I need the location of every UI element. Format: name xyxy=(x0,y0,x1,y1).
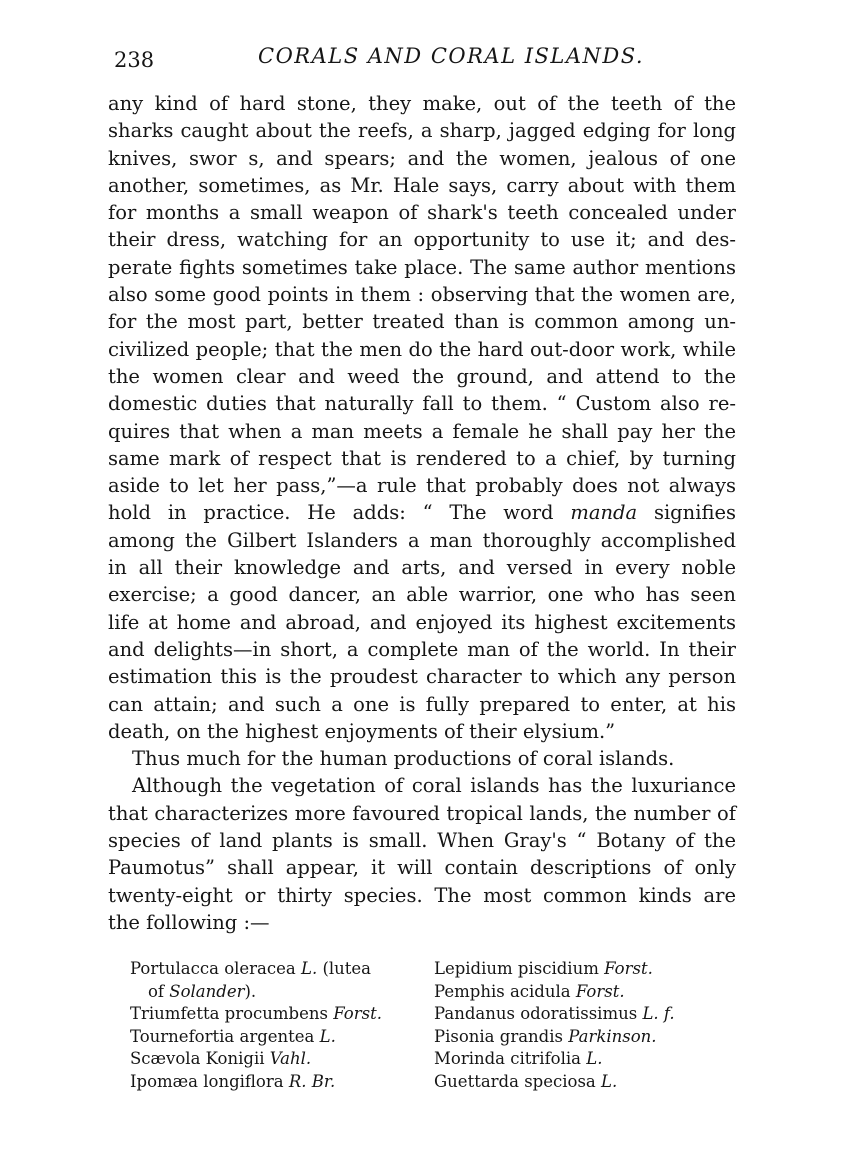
text-line: exercise; a good dancer, an able warrior, one who has seen xyxy=(108,583,736,607)
plant-entry xyxy=(434,1071,675,1094)
text-line: another, sometimes, as Mr. Hale says, carry about with them xyxy=(108,173,736,197)
plant-entry xyxy=(130,1071,382,1094)
text-line: for the most part, better treated than is common among un- xyxy=(108,310,736,334)
text-line: also some good points in them : observing that the women are, xyxy=(108,283,736,307)
plant-author: L. f. xyxy=(642,1004,675,1024)
plant-author: Solander xyxy=(169,981,245,1001)
plant-name: Tournefortia argentea xyxy=(130,1026,315,1046)
plant-entry xyxy=(434,981,675,1004)
text-segment: hold in practice. He adds: “ The word xyxy=(108,501,554,525)
text-line: civilized people; that the men do the hard out-door work, while xyxy=(108,337,736,361)
page-number: 238 xyxy=(114,48,155,72)
text-line: same mark of respect that is rendered to a chief, by turning xyxy=(108,446,736,470)
plant-name: Triumfetta procumbens xyxy=(130,1004,328,1024)
plant-author: R. Br. xyxy=(288,1071,336,1091)
text-line: Although the vegetation of coral islands has the luxuriance xyxy=(132,774,736,798)
plant-name: Morinda citrifolia xyxy=(434,1049,582,1069)
text-line: Paumotus” shall appear, it will contain descriptions of only xyxy=(108,856,736,880)
text-line: the following :— xyxy=(108,910,270,934)
plant-name: Guettarda speciosa xyxy=(434,1071,596,1091)
plant-author: Forst. xyxy=(333,1004,382,1024)
plant-note: ). xyxy=(244,981,257,1001)
plant-author: Vahl. xyxy=(269,1049,312,1069)
plant-author: L. xyxy=(319,1026,336,1046)
plant-author: Forst. xyxy=(604,959,653,978)
text-line: perate fights sometimes take place. The same author mentions xyxy=(108,255,736,279)
text-line: estimation this is the proudest character to which any person xyxy=(108,665,736,689)
plant-entry xyxy=(434,1048,675,1071)
body-text xyxy=(108,90,736,936)
plant-entry xyxy=(434,958,675,981)
text-line: knives, swor s, and spears; and the women, jealous of one xyxy=(108,146,736,170)
plant-name: Pandanus odoratissimus xyxy=(434,1004,638,1024)
plant-entry xyxy=(130,1048,382,1071)
text-line: can attain; and such a one is fully prepared to enter, at his xyxy=(108,692,736,716)
plant-entry xyxy=(130,1003,382,1026)
text-line: the women clear and weed the ground, and attend to the xyxy=(108,364,736,388)
plant-list-right xyxy=(434,958,675,1094)
text-line: quires that when a man meets a female he shall pay her the xyxy=(108,419,736,443)
plant-name: Pemphis acidula xyxy=(434,981,571,1001)
plant-list-left xyxy=(130,958,382,1094)
plant-name: Scævola Konigii xyxy=(130,1049,265,1069)
text-segment: signifies xyxy=(653,501,737,525)
plant-name: of xyxy=(148,981,165,1001)
text-line: and delights—in short, a complete man of the world. In their xyxy=(108,637,736,661)
text-line: species of land plants is small. When Gray's “ Botany of the xyxy=(108,829,736,853)
text-line: Thus much for the human productions of coral islands. xyxy=(132,747,675,771)
text-line: aside to let her pass,”—a rule that probably does not always xyxy=(108,474,736,498)
plant-author: L. xyxy=(300,959,318,978)
plant-entry xyxy=(434,1003,675,1026)
plant-author: Parkinson. xyxy=(568,1026,657,1046)
plant-name: Portulacca oleracea xyxy=(130,959,296,978)
plant-name: Ipomæa longiflora xyxy=(130,1071,284,1091)
text-line: among the Gilbert Islanders a man thoroughly accomplished xyxy=(108,528,736,552)
plant-entry xyxy=(130,981,382,1004)
text-line: any kind of hard stone, they make, out of the teeth of the xyxy=(108,92,736,115)
plant-name: Lepidium piscidium xyxy=(434,959,599,978)
text-line: for months a small weapon of shark's teeth concealed under xyxy=(108,201,736,225)
text-line: that characterizes more favoured tropical lands, the number of xyxy=(108,801,736,825)
plant-author: L. xyxy=(601,1071,618,1091)
plant-entry xyxy=(130,1026,382,1049)
text-line xyxy=(108,499,736,526)
plant-author: L. xyxy=(586,1049,603,1069)
plant-entry xyxy=(130,958,382,981)
text-line: their dress, watching for an opportunity to use it; and des- xyxy=(108,228,736,252)
plant-note: (lutea xyxy=(322,959,372,978)
text-line: domestic duties that naturally fall to them. “ Custom also re- xyxy=(108,392,736,416)
running-title: CORALS AND CORAL ISLANDS. xyxy=(258,44,645,68)
italic-word-manda: manda xyxy=(570,501,638,525)
text-line: life at home and abroad, and enjoyed its highest excitements xyxy=(108,610,736,634)
text-line: sharks caught about the reefs, a sharp, jagged edging for long xyxy=(108,119,736,143)
text-line: death, on the highest enjoyments of their elysium.” xyxy=(108,719,616,743)
text-line: twenty-eight or thirty species. The most common kinds are xyxy=(108,883,736,907)
plant-entry xyxy=(434,1026,675,1049)
plant-author: Forst. xyxy=(575,981,625,1001)
plant-name: Pisonia grandis xyxy=(434,1026,563,1046)
text-line: in all their knowledge and arts, and versed in every noble xyxy=(108,556,736,580)
